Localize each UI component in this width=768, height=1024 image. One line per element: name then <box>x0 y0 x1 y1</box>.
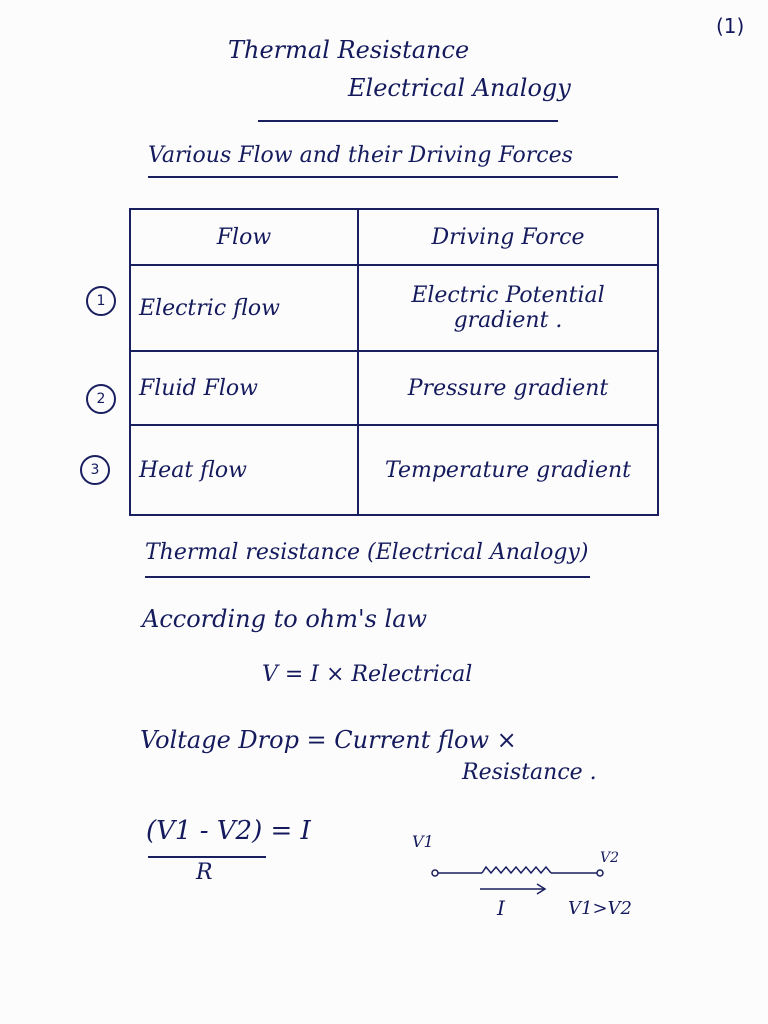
header-driving-force: Driving Force <box>358 209 658 265</box>
resistor-symbol <box>482 867 551 873</box>
title-line-2: Electrical Analogy <box>348 74 571 102</box>
circuit-v1-label: V1 <box>412 832 434 851</box>
terminal-right <box>597 870 603 876</box>
resistor-circuit-diagram <box>430 855 610 900</box>
force-cell: Temperature gradient <box>358 425 658 515</box>
terminal-left <box>432 870 438 876</box>
flow-driving-force-table <box>129 208 659 516</box>
voltage-drop-line-1: Voltage Drop = Current flow × <box>140 726 517 754</box>
row-number-circle: 1 <box>86 286 116 316</box>
ohms-law-equation: V = I × Relectrical <box>262 662 473 687</box>
flow-cell: Fluid Flow <box>130 351 358 425</box>
section2-heading: Thermal resistance (Electrical Analogy) <box>145 540 589 565</box>
page-number: (1) <box>716 14 745 38</box>
section1-underline <box>148 176 618 178</box>
title-line-1: Thermal Resistance <box>228 36 470 64</box>
flow-cell: Electric flow <box>130 265 358 351</box>
force-cell: Pressure gradient <box>358 351 658 425</box>
force-cell: Electric Potential gradient . <box>358 265 658 351</box>
current-label: I <box>497 896 505 920</box>
table-header-row <box>130 209 658 265</box>
header-flow: Flow <box>130 209 358 265</box>
fraction-denominator: R <box>196 860 213 885</box>
row-number-circle: 3 <box>80 455 110 485</box>
flow-cell: Heat flow <box>130 425 358 515</box>
voltage-condition: V1>V2 <box>568 898 632 919</box>
fraction-bar <box>148 856 266 858</box>
section2-underline <box>145 576 590 578</box>
table-row <box>130 351 658 425</box>
table-row <box>130 425 658 515</box>
section1-heading: Various Flow and their Driving Forces <box>148 143 573 168</box>
voltage-drop-line-2: Resistance . <box>462 760 597 785</box>
row-number-circle: 2 <box>86 384 116 414</box>
title-underline <box>258 120 558 122</box>
fraction-numerator: (V1 - V2) = I <box>146 816 311 846</box>
ohms-law-intro: According to ohm's law <box>142 605 428 633</box>
circuit-v2-label: V2 <box>600 850 620 866</box>
table-row <box>130 265 658 351</box>
